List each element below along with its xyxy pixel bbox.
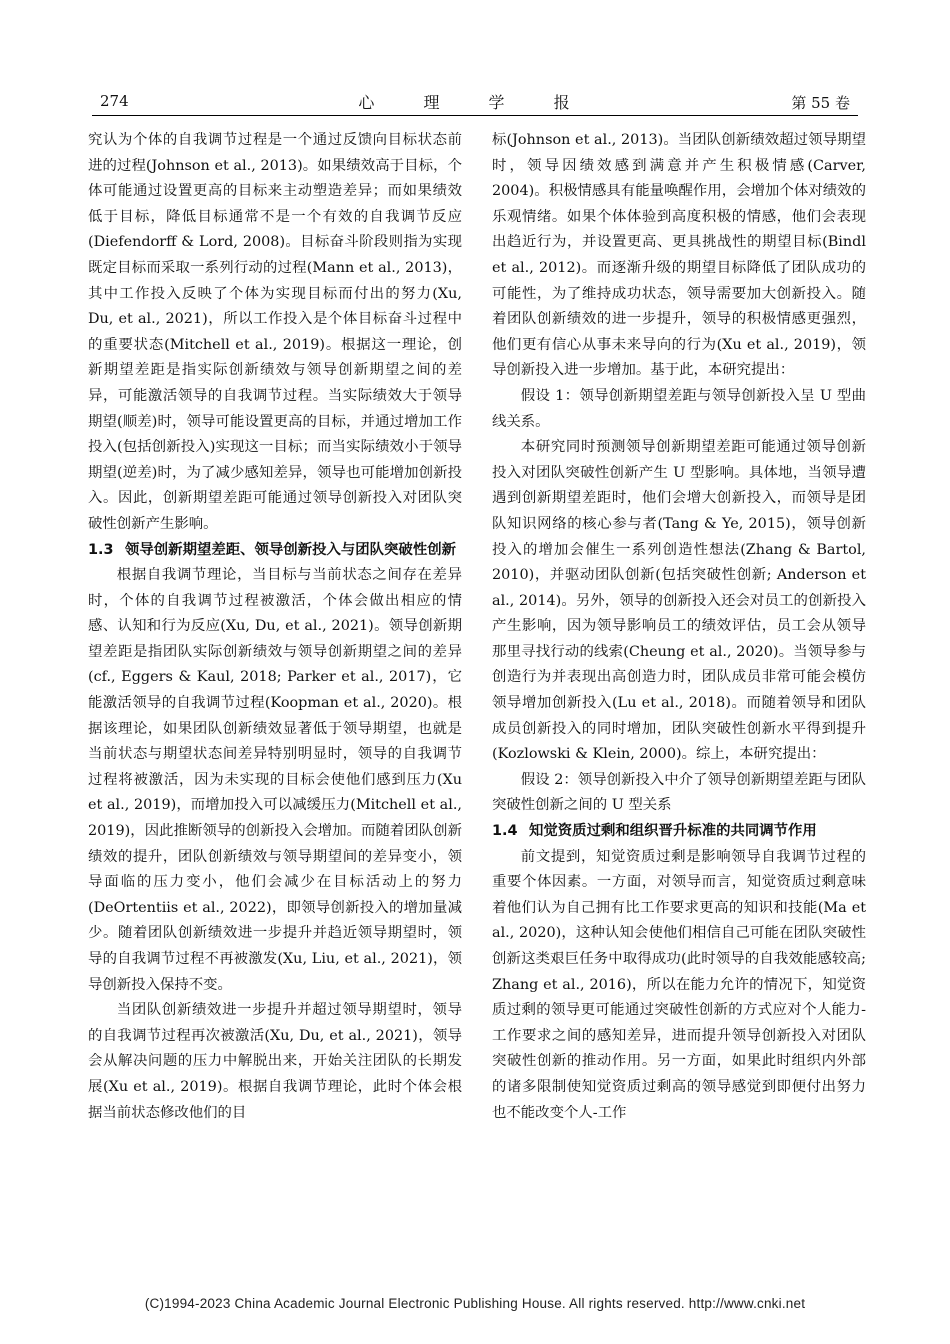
body-paragraph: 本研究同时预测领导创新期望差距可能通过领导创新投入对团队突破性创新产生 U 型影响。具体地，当领导遭遇到创新期望差距时，他们会增大创新投入，而领导是团队知识网络的核心参与者(Tang & Ye, 2015)，领导创新投入的增加会催生一系列创造性想法(Zhang & Bartol, 2010)，并驱动团队创新(包括突破性创新; Anderson et al., 2014)。另外，领导的创新投入还会对员工的创新投入产生影响，因为领导影响员工的绩效评估，员工会从领导那里寻找行动的线索(Cheung et al., 2020)。当领导参与创造行为并表现出高创造力时，团队成员非常可能会模仿领导增加创新投入(Lu et al., 2018)。而随着领导和团队成员创新投入的同时增加，团队突破性创新水平得到提升(Kozlowski & Klein, 2000)。综上，本研究提出： [492, 439, 866, 763]
header-rule [92, 115, 858, 116]
body-paragraph: 标(Johnson et al., 2013)。当团队创新绩效超过领导期望时，领导因绩效感到满意并产生积极情感(Carver, 2004)。积极情感具有能量唤醒作用，会增加个体对绩效的乐观情绪。如果个体体验到高度积极的情感，他们会表现出趋近行为，并设置更高、更具挑战性的期望目标(Bindl et al., 2012)。而逐渐升级的期望目标降低了团队成功的可能性，为了维持成功状态，领导需要加大创新投入。随着团队创新绩效的进一步提升，领导的积极情感更强烈，他们更有信心从事未来导向的行为(Xu et al., 2019)，领导创新投入进一步增加。基于此，本研究提出： [492, 132, 866, 379]
section-heading-1-4 [492, 819, 866, 845]
right-column [492, 128, 866, 1126]
volume-label: 第 55 卷 [791, 94, 850, 112]
running-header [92, 88, 858, 114]
body-paragraph: 究认为个体的自我调节过程是一个通过反馈向目标状态前进的过程(Johnson et al., 2013)。如果绩效高于目标，个体可能通过设置更高的目标来主动塑造差异；而如果绩效低于目标，降低目标通常不是一个有效的自我调节反应(Diefendorff & Lord, 2008)。目标奋斗阶段则指为实现既定目标而采取一系列行动的过程(Mann et al., 2013)，其中工作投入反映了个体为实现目标而付出的努力(Xu, Du, et al., 2021)，所以工作投入是个体目标奋斗过程中的重要状态(Mitchell et al., 2019)。根据这一理论，创新期望差距是指实际创新绩效与领导创新期望之间的差异，可能激活领导的自我调节过程。当实际绩效大于领导期望(顺差)时，领导可能设置更高的目标，并通过增加工作投入(包括创新投入)实现这一目标；而当实际绩效小于领导期望(逆差)时，为了减少感知差异，领导也可能增加创新投入。因此，创新期望差距可能通过领导创新投入对团队突破性创新产生影响。 [88, 132, 462, 532]
left-column [88, 128, 462, 1126]
hypothesis-1: 假设 1：领导创新期望差距与领导创新投入呈 U 型曲线关系。 [492, 387, 866, 430]
section-heading-1-3 [88, 538, 462, 564]
page-number: 274 [100, 92, 129, 110]
copyright-footer: (C)1994-2023 China Academic Journal Electronic Publishing House. All rights reserved. http://www.cnki.net [144, 1296, 806, 1311]
body-paragraph: 根据自我调节理论，当目标与当前状态之间存在差异时，个体的自我调节过程被激活，个体会做出相应的情感、认知和行为反应(Xu, Du, et al., 2021)。领导创新期望差距是指团队实际创新绩效与领导创新期望之间的差异(cf., Eggers & Kaul, 2018; Parker et al., 2017)，它能激活领导的自我调节过程(Koopman et al., 2020)。根据该理论，如果团队创新绩效显著低于领导期望，也就是当前状态与期望状态间差异特别明显时，领导的自我调节过程将被激活，因为未实现的目标会使他们感到压力(Xu et al., 2019)，而增加投入可以减缓压力(Mitchell et al., 2019)，因此推断领导的创新投入会增加。而随着团队创新绩效的提升，团队创新绩效与领导期望间的差异变小，领导面临的压力变小，他们会减少在目标活动上的努力(DeOrtentiis et al., 2022)，即领导创新投入的增加量减少。随着团队创新绩效进一步提升并趋近领导期望时，领导的自我调节过程不再被激发(Xu, Liu, et al., 2021)，领导创新投入保持不变。 [88, 567, 462, 993]
section-number: 1.4 [492, 823, 518, 840]
body-paragraph: 当团队创新绩效进一步提升并超过领导期望时，领导的自我调节过程再次被激活(Xu, Du, et al., 2021)，领导会从解决问题的压力中解脱出来，开始关注团队的长期发展(Xu et al., 2019)。根据自我调节理论，此时个体会根据当前状态修改他们的目 [88, 1002, 462, 1121]
section-title: 领导创新期望差距、领导创新投入与团队突破性创新 [125, 541, 456, 558]
hypothesis-2: 假设 2：领导创新投入中介了领导创新期望差距与团队突破性创新之间的 U 型关系 [492, 771, 866, 814]
section-title: 知觉资质过剩和组织晋升标准的共同调节作用 [529, 823, 817, 840]
journal-title: 心 理 学 报 [358, 93, 592, 112]
body-paragraph: 前文提到，知觉资质过剩是影响领导自我调节过程的重要个体因素。一方面，对领导而言，知觉资质过剩意味着他们认为自己拥有比工作要求更高的知识和技能(Ma et al., 2020)，这种认知会使他们相信自己可能在团队突破性创新这类艰巨任务中取得成功(此时领导的自我效能感较高; Zhang et al., 2016)，所以在能力允许的情况下，知觉资质过剩的领导更可能通过突破性创新的方式应对个人能力-工作要求之间的感知差异，进而提升领导创新投入对团队突破性创新的推动作用。另一方面，如果此时组织内外部的诸多限制使知觉资质过剩高的领导感觉到即便付出努力也不能改变个人-工作 [492, 848, 866, 1121]
section-number: 1.3 [88, 541, 114, 558]
